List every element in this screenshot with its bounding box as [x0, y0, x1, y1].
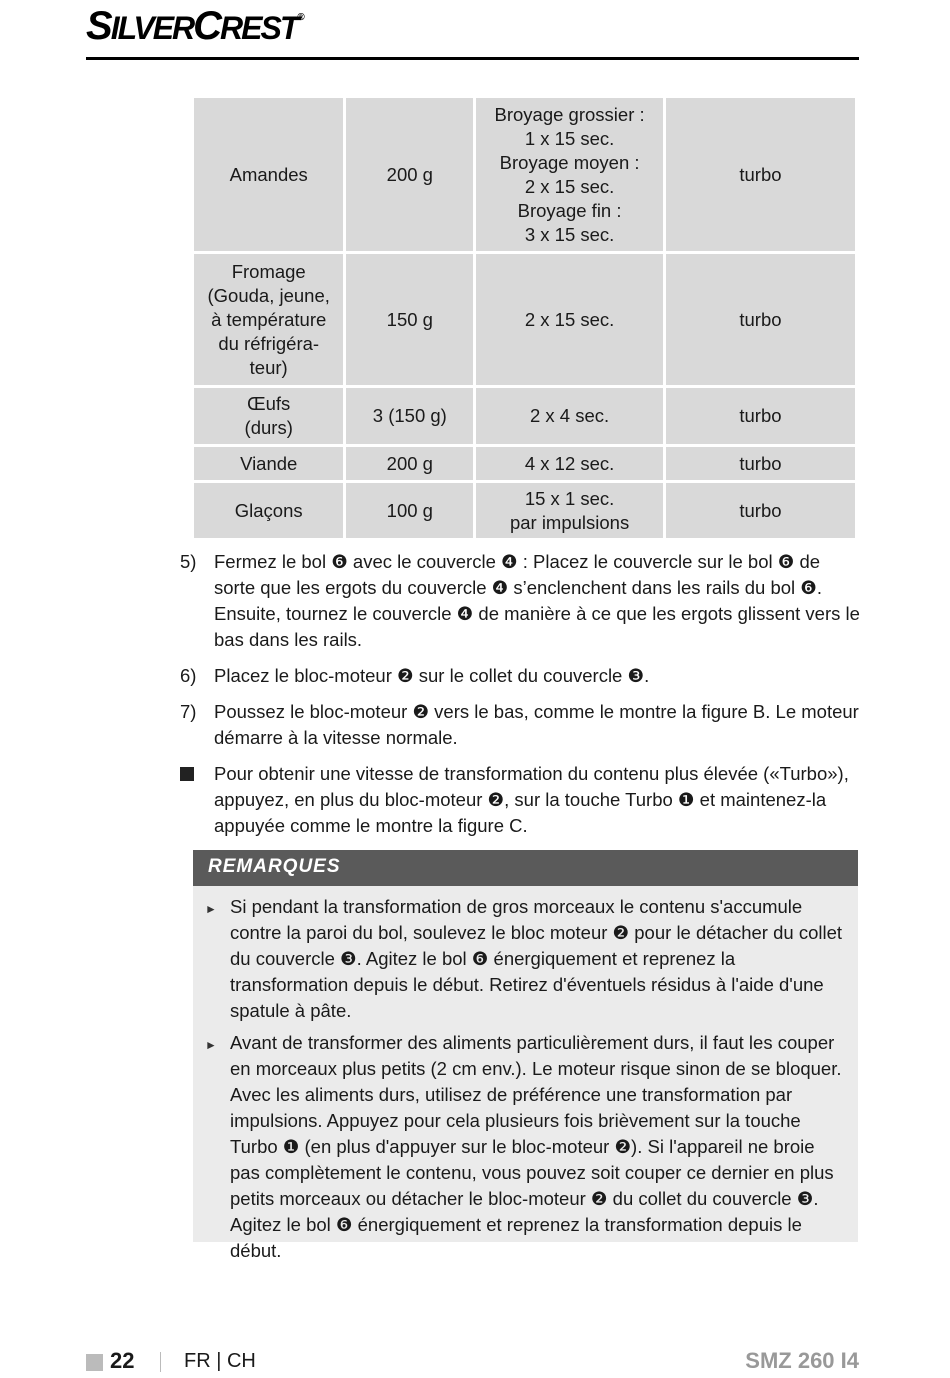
table-cell: 100 g — [346, 483, 473, 538]
brand-logo: SILVERCREST® — [86, 4, 305, 48]
table-cell: Glaçons — [194, 483, 343, 538]
table-cell: 2 x 15 sec. — [476, 254, 663, 385]
table-row — [194, 254, 855, 385]
table-row — [194, 447, 855, 480]
language-code: FR | CH — [184, 1350, 256, 1372]
table-cell: turbo — [666, 254, 855, 385]
bullet-turbo: Pour obtenir une vitesse de transformation du contenu plus élevée («Turbo»), appuyez, en plus du bloc-moteur ❷, sur la touche Turbo ❶ et maintenez-la appuyée comme le montre la figure C. — [180, 761, 860, 839]
remarks-box — [193, 850, 858, 1261]
table-cell: 3 (150 g) — [346, 388, 473, 444]
table-cell: Fromage (Gouda, jeune, à température du réfrigéra- teur) — [194, 254, 343, 385]
model-number: SMZ 260 I4 — [745, 1348, 859, 1373]
footer-divider — [160, 1352, 161, 1372]
arrow-right-icon: ► — [205, 902, 217, 916]
table-cell: 200 g — [346, 447, 473, 480]
table-cell: Broyage grossier : 1 x 15 sec. Broyage moyen : 2 x 15 sec. Broyage fin : 3 x 15 sec. — [476, 98, 663, 251]
square-bullet-icon — [180, 767, 194, 781]
remarks-title: REMARQUES — [193, 850, 858, 886]
table-cell: Œufs (durs) — [194, 388, 343, 444]
arrow-right-icon: ► — [205, 1038, 217, 1052]
table-cell: 150 g — [346, 254, 473, 385]
table-cell: 4 x 12 sec. — [476, 447, 663, 480]
table-cell: 200 g — [346, 98, 473, 251]
remark-item: ► Avant de transformer des aliments particulièrement durs, il faut les couper en morceaux plus petits (2 cm env.). Le moteur risque sinon de se bloquer. Avec les aliments durs, utilisez de préférence une transformation par impulsions. Appuyez pour cela plusieurs fois brièvement sur la touche Turbo ❶ (en plus d'appuyer sur le bloc-moteur ❷). Si l'appareil ne broie pas complètement le contenu, vous pouvez soit couper ce dernier en plus petits morceaux ou détacher le bloc-moteur ❷ du collet du couvercle ❸. Agitez le bol ❻ énergiquement et reprenez la transformation depuis le début. — [193, 1030, 858, 1264]
table-cell: 15 x 1 sec. par impulsions — [476, 483, 663, 538]
table-row — [194, 98, 855, 251]
table-cell: turbo — [666, 447, 855, 480]
remark-item: ► Si pendant la transformation de gros morceaux le contenu s'accumule contre la paroi du bol, soulevez le bloc moteur ❷ pour le détacher du collet du couvercle ❸. Agitez le bol ❻ énergiquement et reprenez la transformation depuis le début. Retirez d'éventuels résidus à l'aide d'une spatule à pâte. — [193, 894, 858, 1024]
table-cell: turbo — [666, 388, 855, 444]
table-cell: Viande — [194, 447, 343, 480]
instructions — [180, 549, 860, 849]
table-row — [194, 388, 855, 444]
table-row — [194, 483, 855, 538]
table-cell: 2 x 4 sec. — [476, 388, 663, 444]
table-cell: turbo — [666, 98, 855, 251]
step-5: 5) Fermez le bol ❻ avec le couvercle ❹ : Placez le couvercle sur le bol ❻ de sorte que les ergots du couvercle ❹ s’enclenchent dans les rails du bol ❻. Ensuite, tournez le couvercle ❹ de manière à ce que les ergots glissent vers le bas dans les rails. — [180, 551, 860, 650]
processing-table — [191, 95, 858, 541]
step-6: 6) Placez le bloc-moteur ❷ sur le collet du couvercle ❸. — [180, 665, 650, 686]
page-number: 22 — [110, 1348, 135, 1373]
step-7: 7) Poussez le bloc-moteur ❷ vers le bas, comme le montre la figure B. Le moteur démarre à la vitesse normale. — [180, 701, 859, 748]
header-rule — [86, 57, 859, 60]
table-cell: Amandes — [194, 98, 343, 251]
footer-square-icon — [86, 1354, 103, 1371]
table-cell: turbo — [666, 483, 855, 538]
